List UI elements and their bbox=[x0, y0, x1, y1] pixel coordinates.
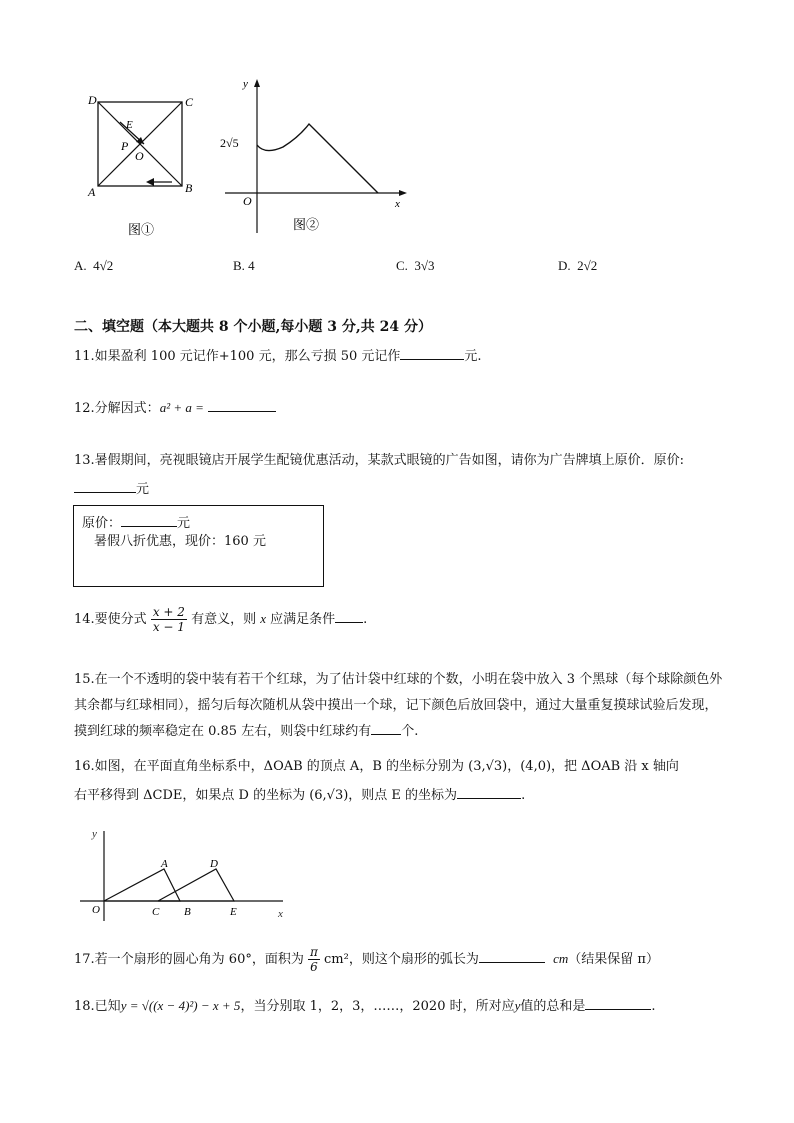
ad-price-blank[interactable] bbox=[121, 512, 177, 527]
answer-blank-18[interactable] bbox=[585, 995, 651, 1010]
question-11: 11.如果盈利 100 元记作+100 元，那么亏损 50 元记作 元. bbox=[74, 345, 482, 367]
ad-board bbox=[73, 505, 324, 587]
answer-blank-13[interactable] bbox=[74, 478, 136, 493]
answer-blank-17[interactable] bbox=[479, 948, 545, 963]
label-b: B bbox=[185, 181, 193, 195]
arrow-head-b bbox=[146, 178, 154, 186]
fig3-o-label: O bbox=[92, 904, 100, 916]
answer-blank-12[interactable] bbox=[208, 397, 276, 412]
section-title: 二、填空题（本大题共 8 个小题,每小题 3 分,共 24 分） bbox=[74, 319, 432, 335]
label-p: P bbox=[121, 139, 129, 153]
answer-blank-14[interactable] bbox=[335, 608, 363, 623]
y-label: y bbox=[243, 78, 248, 90]
fig3-b-label: B bbox=[184, 906, 191, 918]
answer-blank-15[interactable] bbox=[371, 720, 401, 735]
figure-3 bbox=[78, 825, 293, 925]
fig3-c-label: C bbox=[152, 906, 160, 918]
fig3-x-label: x bbox=[278, 908, 283, 920]
question-14: 14.要使分式 $\frac{x + 2}{x - 1}$ 有意义，则 x 应满足条件 . bbox=[74, 605, 368, 634]
function-curve bbox=[257, 124, 378, 193]
fig3-d-label: D bbox=[210, 858, 218, 870]
fraction-17: $\frac{\pi}{6}$ bbox=[310, 945, 318, 974]
question-13: 13.暑假期间，亮视眼镜店开展学生配镜优惠活动，某款式眼镜的广告如图，请你为广告牌填上原价．原价: bbox=[74, 453, 685, 468]
fraction-14: $\frac{x + 2}{x - 1}$ bbox=[152, 605, 185, 634]
y-axis-arrow bbox=[254, 79, 260, 87]
label-c: C bbox=[185, 95, 194, 109]
figure-1-caption: 图① bbox=[128, 222, 155, 237]
question-16-line2: 右平移得到 ΔCDE，如果点 D 的坐标为 (6,√3)，则点 E 的坐标为 . bbox=[74, 784, 525, 806]
option-d[interactable]: D. 2√2 bbox=[558, 258, 598, 273]
fig3-a-label: A bbox=[161, 858, 168, 870]
figure-1 bbox=[80, 92, 205, 242]
label-a: A bbox=[88, 185, 96, 199]
question-13-answer: 元 bbox=[74, 478, 149, 500]
label-e: E bbox=[126, 119, 133, 131]
question-16-line1: 16.如图，在平面直角坐标系中，ΔOAB 的顶点 A，B 的坐标分别为 (3,√3)，(4,0)，把 ΔOAB 沿 x 轴向 bbox=[74, 759, 679, 774]
figure-2 bbox=[215, 75, 410, 240]
origin-label: O bbox=[243, 194, 252, 208]
y-tick-label: 2√5 bbox=[220, 136, 239, 150]
triangle-oab bbox=[104, 869, 180, 901]
question-12: 12.分解因式：a² + a = bbox=[74, 397, 276, 419]
option-a[interactable]: A. 4√2 bbox=[74, 258, 114, 273]
answer-blank-16[interactable] bbox=[457, 784, 521, 799]
question-17: 17.若一个扇形的圆心角为 60°，面积为 $\frac{\pi}{6}$ cm²，则这个扇形的弧长为 cm（结果保留 π） bbox=[74, 945, 659, 974]
option-c[interactable]: C. 3√3 bbox=[396, 258, 435, 273]
option-b[interactable]: B. 4 bbox=[233, 258, 255, 273]
label-d: D bbox=[88, 93, 97, 107]
x-axis-arrow bbox=[399, 190, 407, 196]
label-o: O bbox=[135, 149, 144, 163]
ad-discount-line: 暑假八折优惠，现价：160 元 bbox=[94, 534, 266, 549]
triangle-cde bbox=[158, 869, 234, 901]
question-15: 15.在一个不透明的袋中装有若干个红球，为了估计袋中红球的个数，小明在袋中放入 3 个黑球（每个球除颜色外其余都与红球相同），摇匀后每次随机从袋中摸出一个球，记下颜色后放回袋中，通过大量重复摸球试验后发现，摸到红球的频率稳定在 0.85 左右，则袋中红球约有 个. bbox=[74, 672, 723, 739]
answer-blank-11[interactable] bbox=[400, 345, 464, 360]
x-label: x bbox=[395, 198, 400, 210]
fig3-e-label: E bbox=[230, 906, 237, 918]
question-18: 18.已知y = √((x − 4)²) − x + 5，当分别取 1，2，3，……，2020 时，所对应y值的总和是 . bbox=[74, 995, 656, 1017]
fig3-y-label: y bbox=[92, 828, 97, 840]
figure-2-caption: 图② bbox=[293, 217, 320, 232]
ad-original-price: 原价： 元 bbox=[82, 512, 190, 531]
